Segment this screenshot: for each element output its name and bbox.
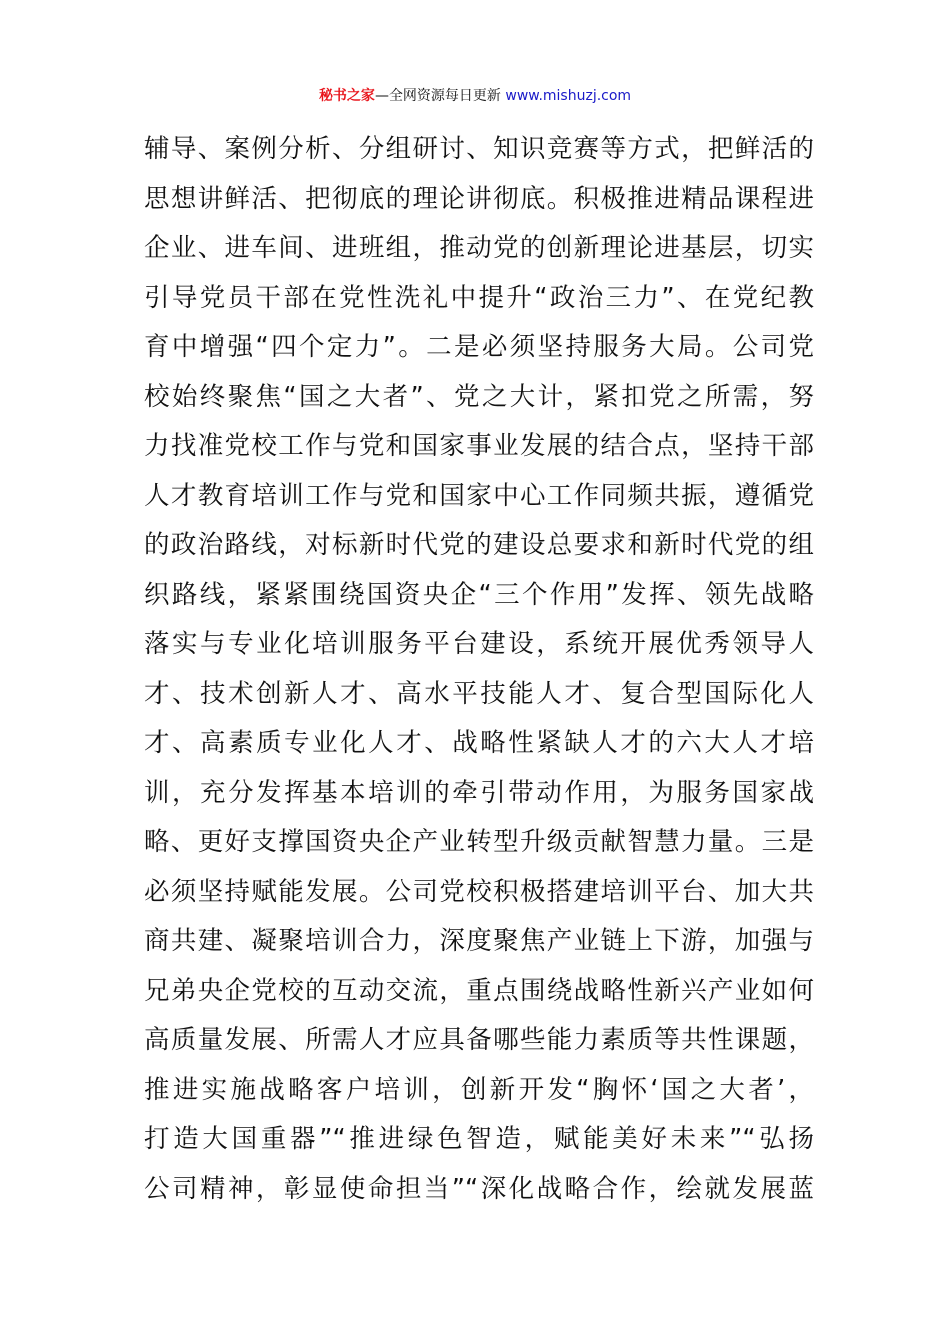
text-line: 必须坚持赋能发展。公司党校积极搭建培训平台、加大共	[144, 876, 814, 907]
text-line: 打造大国重器”“推进绿色智造，赋能美好未来”“弘扬	[144, 1124, 814, 1154]
text-line: 推进实施战略客户培训，创新开发“胸怀‘国之大者’，	[144, 1074, 814, 1105]
text-line: 高质量发展、所需人才应具备哪些能力素质等共性课题，	[144, 1025, 814, 1055]
text-line: 育中增强“四个定力”。二是必须坚持服务大局。公司党	[144, 332, 814, 362]
text-line: 略、更好支撑国资央企产业转型升级贡献智慧力量。三是	[144, 827, 814, 857]
text-line: 人才教育培训工作与党和国家中心工作同频共振，遵循党	[144, 480, 814, 511]
text-line: 织路线，紧紧围绕国资央企“三个作用”发挥、领先战略	[144, 579, 814, 610]
text-line: 兄弟央企党校的互动交流，重点围绕战略性新兴产业如何	[144, 975, 814, 1006]
text-line: 企业、进车间、进班组，推动党的创新理论进基层，切实	[144, 233, 814, 263]
text-line: 辅导、案例分析、分组研讨、知识竞赛等方式，把鲜活的	[144, 134, 814, 164]
text-line: 商共建、凝聚培训合力，深度聚焦产业链上下游，加强与	[144, 926, 814, 956]
text-line: 的政治路线，对标新时代党的建设总要求和新时代党的组	[144, 530, 814, 560]
header-tagline: —全网资源每日更新	[374, 88, 506, 104]
text-line: 力找准党校工作与党和国家事业发展的结合点，坚持干部	[144, 431, 814, 461]
text-line: 公司精神，彰显使命担当”“深化战略合作，绘就发展蓝	[144, 1173, 814, 1204]
text-line: 才、技术创新人才、高水平技能人才、复合型国际化人	[144, 678, 814, 709]
text-line: 落实与专业化培训服务平台建设，系统开展优秀领导人	[144, 629, 814, 659]
text-line: 校始终聚焦“国之大者”、党之大计，紧扣党之所需，努	[144, 381, 814, 412]
text-line: 训，充分发挥基本培训的牵引带动作用，为服务国家战	[144, 777, 814, 808]
document-body	[144, 125, 814, 1214]
site-url-link[interactable]: www.mishuzj.com	[505, 88, 632, 104]
text-line: 才、高素质专业化人才、战略性紧缺人才的六大人才培	[144, 728, 814, 758]
text-line: 思想讲鲜活、把彻底的理论讲彻底。积极推进精品课程进	[144, 183, 814, 214]
text-line: 引导党员干部在党性洗礼中提升“政治三力”、在党纪教	[144, 282, 814, 313]
page-header	[0, 78, 950, 114]
brand-name: 秘书之家	[318, 88, 375, 104]
